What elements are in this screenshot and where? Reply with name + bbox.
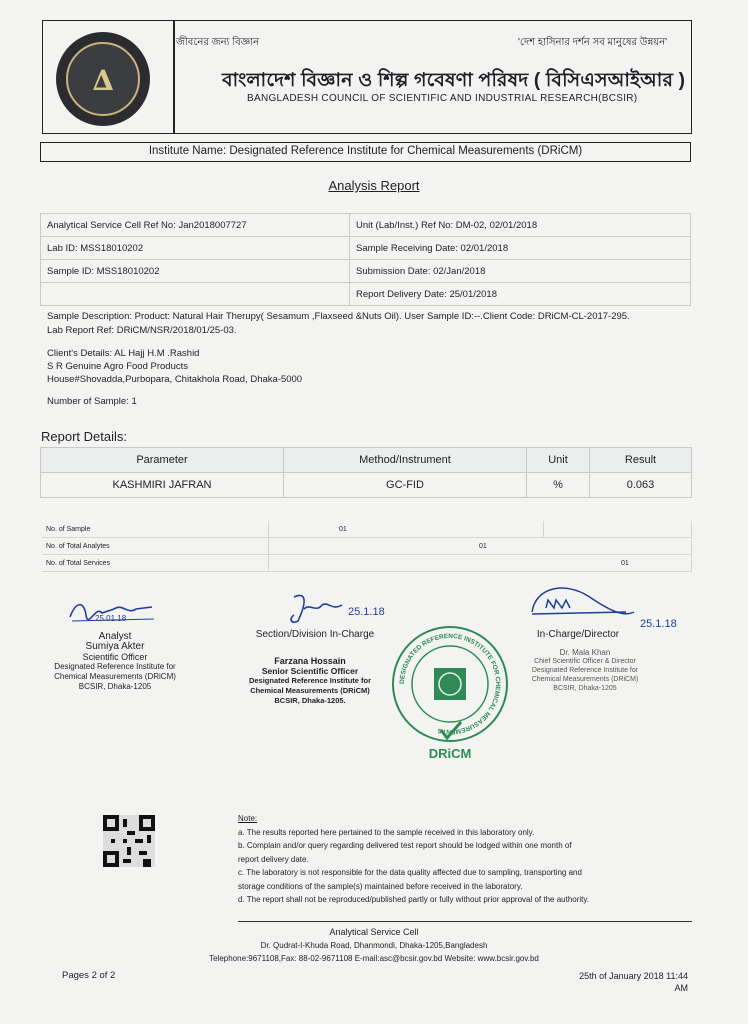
empty-cell	[544, 521, 692, 538]
col-header-parameter: Parameter	[41, 448, 284, 473]
note-item: a. The results reported here pertained to the sample received in this laboratory only.	[238, 827, 535, 837]
ref-no: Analytical Service Cell Ref No: Jan2018007727	[41, 214, 350, 237]
count-label: No. of Sample	[42, 521, 269, 538]
logo-emblem	[66, 42, 140, 116]
sample-description: Sample Description: Product: Natural Hair Therupy( Sesamum ,Flaxseed &Nuts Oil). User Sample ID:--.Client Code: DRiCM-CL-2017-295. Lab Report Ref: DRiCM/NSR/2018/01/25-03.	[47, 311, 630, 336]
print-datetime	[548, 970, 688, 994]
cell-result: 0.063	[590, 473, 692, 498]
motto-right: 'দেশ হাসিনার দর্শন সব মানুষের উন্নয়ন'	[518, 37, 668, 48]
qr-code-icon	[103, 815, 155, 867]
table-row	[41, 214, 691, 237]
count-label: No. of Total Analytes	[42, 538, 269, 555]
unit-ref: Unit (Lab/Inst.) Ref No: DM-02, 02/01/2018	[350, 214, 691, 237]
section-block	[230, 656, 390, 706]
count-value: 01	[269, 538, 692, 555]
datetime: 25th of January 2018 11:44	[579, 971, 688, 981]
section-designation: Senior Scientific Officer	[261, 666, 359, 676]
director-designation: Chief Scientific Officer & Director	[534, 658, 636, 665]
table-row	[41, 260, 691, 283]
table-row	[41, 237, 691, 260]
motto-left: জীবনের জন্য বিজ্ঞান	[176, 37, 260, 48]
client-company: S R Genuine Agro Food Products	[47, 361, 188, 372]
analyst-date: 25.01.18	[95, 614, 127, 623]
col-header-method: Method/Instrument	[284, 448, 527, 473]
lab-id: Lab ID: MSS18010202	[41, 237, 350, 260]
note-item: b. Complain and/or query regarding delivered test report should be lodged within one month of	[238, 841, 572, 850]
col-header-result: Result	[590, 448, 692, 473]
director-title: In-Charge/Director	[536, 629, 620, 640]
client-address: House#Shovadda,Purbopara, Chitakhola Road, Dhaka-5000	[47, 374, 303, 385]
director-name: Dr. Mala Khan	[559, 648, 611, 657]
section-date: 25.1.18	[348, 606, 385, 618]
section-line3: BCSIR, Dhaka-1205.	[274, 696, 346, 705]
footer-address: Dr. Qudrat-I-Khuda Road, Dhanmondi, Dhaka-1205,Bangladesh	[260, 941, 488, 950]
empty-cell	[41, 283, 350, 306]
logo-mark: ∆	[92, 64, 114, 97]
director-block	[510, 648, 660, 693]
bcsir-logo-icon	[56, 32, 150, 126]
section-signature	[280, 591, 350, 627]
client-details	[47, 347, 447, 386]
table-row	[42, 555, 692, 572]
notes-section	[238, 812, 693, 907]
count-label: No. of Total Services	[42, 555, 269, 572]
table-row	[42, 538, 692, 555]
receiving-date: Sample Receiving Date: 02/01/2018	[350, 237, 691, 260]
section-line1: Designated Reference Institute for	[248, 676, 372, 685]
analyst-line3: BCSIR, Dhaka-1205	[78, 682, 152, 691]
cell-method: GC-FID	[284, 473, 527, 498]
sample-id: Sample ID: MSS18010202	[41, 260, 350, 283]
cell-unit: %	[527, 473, 590, 498]
footer-divider	[238, 921, 692, 922]
col-header-unit: Unit	[527, 448, 590, 473]
director-line3: BCSIR, Dhaka-1205	[553, 685, 617, 692]
table-row	[42, 521, 692, 538]
client-name: Client's Details: AL Hajj H.M .Rashid	[47, 348, 200, 359]
note-item: report delivery date.	[238, 854, 309, 864]
ampm: AM	[674, 983, 688, 993]
report-details-title: Report Details:	[41, 429, 127, 444]
analyst-block	[30, 632, 200, 692]
director-line2: Chemical Measurements (DRiCM)	[531, 676, 639, 683]
section-title: Section/Division In-Charge	[255, 629, 375, 640]
org-name-bengali: বাংলাদেশ বিজ্ঞান ও শিল্প গবেষণা পরিষদ ( বিসিএসআইআর )	[222, 70, 686, 91]
report-title: Analysis Report	[328, 178, 420, 193]
section-line2: Chemical Measurements (DRiCM)	[250, 686, 370, 695]
director-date: 25.1.18	[640, 618, 677, 630]
delivery-date: Report Delivery Date: 25/01/2018	[350, 283, 691, 306]
footer-contact: Telephone:9671108,Fax: 88-02-9671108 E-mail:asc@bcsir.gov.bd Website: www.bcsir.gov.bd	[209, 954, 539, 963]
footer-org: Analytical Service Cell	[329, 927, 419, 937]
analyst-name: Sumiya Akter	[85, 641, 145, 652]
institute-name: Institute Name: Designated Reference Institute for Chemical Measurements (DRiCM)	[40, 142, 691, 162]
analyst-title: Analyst	[98, 631, 132, 642]
counts-table	[42, 521, 692, 572]
section-name: Farzana Hossain	[274, 656, 346, 666]
seal-ring-text: DESIGNATED REFERENCE INSTITUTE FOR CHEMICAL MEASUREMENTS	[398, 632, 502, 736]
table-row	[41, 283, 691, 306]
seal-label: DRiCM	[428, 746, 472, 761]
note-item: storage conditions of the sample(s) maintained before received in the laboratory.	[238, 881, 523, 891]
note-item: d. The report shall not be reproduced/published partly or fully without prior approval of the authority.	[238, 895, 590, 904]
number-of-sample: Number of Sample: 1	[47, 396, 137, 407]
notes-heading: Note:	[238, 814, 258, 823]
cell-parameter: KASHMIRI JAFRAN	[41, 473, 284, 498]
results-table	[40, 447, 692, 498]
dricm-seal	[391, 608, 509, 766]
note-item: c. The laboratory is not responsible for the data quality affected due to sampling, transporting and	[238, 868, 582, 877]
page-count: Pages 2 of 2	[62, 970, 116, 981]
analyst-line2: Chemical Measurements (DRiCM)	[54, 672, 176, 681]
org-name-english: BANGLADESH COUNCIL OF SCIENTIFIC AND INDUSTRIAL RESEARCH(BCSIR)	[247, 93, 638, 104]
count-value: 01	[269, 555, 692, 572]
count-value: 01	[269, 521, 544, 538]
director-line1: Designated Reference Institute for	[531, 667, 639, 674]
submission-date: Submission Date: 02/Jan/2018	[350, 260, 691, 283]
footer	[0, 926, 748, 965]
analyst-designation: Scientific Officer	[82, 652, 148, 662]
sample-info-table	[40, 213, 691, 306]
director-signature	[526, 578, 646, 628]
analyst-line1: Designated Reference Institute for	[54, 662, 176, 671]
table-row	[41, 473, 692, 498]
table-header-row	[41, 448, 692, 473]
header-divider	[173, 21, 175, 133]
